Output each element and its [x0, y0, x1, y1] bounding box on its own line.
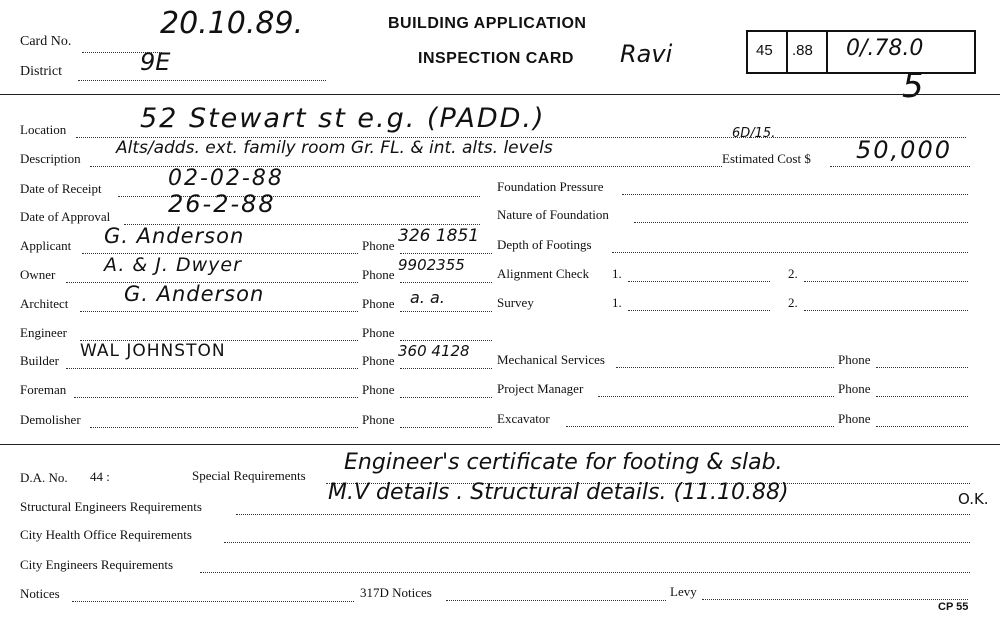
survey-2-line	[804, 310, 968, 311]
notices-317d-label: 317D Notices	[360, 585, 432, 600]
owner-phone-line	[400, 282, 492, 283]
reference-cell-3: 0/.78.0	[846, 36, 924, 61]
survey-1-label: 1.	[612, 295, 622, 310]
excavator-label: Excavator	[497, 411, 550, 426]
demolisher-label: Demolisher	[20, 412, 81, 427]
city-engineers-line	[200, 572, 970, 573]
description-label: Description	[20, 151, 81, 166]
alignment-check-2-line	[804, 281, 968, 282]
builder-phone-label: Phone	[362, 353, 395, 368]
district-line	[78, 80, 326, 81]
architect-label: Architect	[20, 296, 69, 311]
excavator-line	[566, 426, 834, 427]
applicant-phone-value: 326 1851	[398, 226, 480, 246]
location-suffix: 6D/15.	[732, 126, 776, 141]
applicant-phone-line	[400, 253, 492, 254]
excavator-phone-line	[876, 426, 968, 427]
applicant-value: G. Anderson	[104, 224, 245, 248]
structural-ok-note: O.K.	[958, 490, 989, 508]
date-receipt-label: Date of Receipt	[20, 181, 102, 196]
builder-value: WAL JOHNSTON	[80, 341, 226, 361]
demolisher-phone-line	[400, 427, 492, 428]
date-approval-label: Date of Approval	[20, 209, 111, 224]
structural-requirements-line	[236, 514, 970, 515]
district-value: 9E	[140, 48, 171, 76]
project-manager-line	[598, 396, 834, 397]
engineer-label: Engineer	[20, 325, 67, 340]
alignment-check-1-line	[628, 281, 770, 282]
builder-label: Builder	[20, 353, 59, 368]
inspector-name: Ravi	[620, 40, 673, 68]
estimated-cost-line	[830, 166, 970, 167]
notices-line	[72, 601, 354, 602]
location-label: Location	[20, 122, 67, 137]
city-engineers-label: City Engineers Requirements	[20, 557, 174, 572]
owner-label: Owner	[20, 267, 56, 282]
architect-phone-line	[400, 311, 492, 312]
special-requirements-value: Engineer's certificate for footing & slab.	[344, 450, 783, 475]
city-health-label: City Health Office Requirements	[20, 527, 192, 542]
form-code: CP 55	[938, 601, 969, 613]
mechanical-phone-line	[876, 367, 968, 368]
mechanical-phone-label: Phone	[838, 352, 871, 367]
project-manager-label: Project Manager	[497, 381, 584, 396]
excavator-phone-label: Phone	[838, 411, 871, 426]
notices-label: Notices	[20, 586, 60, 601]
mechanical-label: Mechanical Services	[497, 352, 605, 367]
date-approval-value: 26-2-88	[168, 190, 276, 218]
owner-phone-label: Phone	[362, 267, 395, 282]
reference-mark: 5	[902, 66, 924, 106]
alignment-check-label: Alignment Check	[497, 266, 590, 281]
description-value: Alts/adds. ext. family room Gr. FL. & int. alts. levels	[116, 138, 553, 158]
survey-2-label: 2.	[788, 295, 798, 310]
mechanical-line	[616, 367, 834, 368]
notices-317d-line	[446, 600, 666, 601]
header-divider	[0, 94, 1000, 95]
estimated-cost-label: Estimated Cost $	[722, 151, 811, 166]
demolisher-phone-label: Phone	[362, 412, 395, 427]
district-label: District	[20, 64, 62, 79]
foundation-pressure-label: Foundation Pressure	[497, 179, 604, 194]
project-manager-phone-label: Phone	[838, 381, 871, 396]
alignment-check-2-label: 2.	[788, 266, 798, 281]
architect-line	[80, 311, 358, 312]
levy-line	[702, 599, 968, 600]
foreman-phone-line	[400, 397, 492, 398]
survey-label: Survey	[497, 295, 534, 310]
card-no-value: 20.10.89.	[160, 6, 304, 41]
structural-requirements-value: M.V details . Structural details. (11.10.88)	[328, 480, 789, 505]
nature-foundation-label: Nature of Foundation	[497, 207, 609, 222]
special-requirements-label: Special Requirements	[192, 468, 306, 483]
form-subtitle: INSPECTION CARD	[418, 50, 574, 67]
builder-phone-line	[400, 368, 492, 369]
demolisher-line	[90, 427, 358, 428]
owner-value: A. & J. Dwyer	[104, 254, 242, 276]
architect-phone-label: Phone	[362, 296, 395, 311]
applicant-label: Applicant	[20, 238, 72, 253]
project-manager-phone-line	[876, 396, 968, 397]
depth-footings-label: Depth of Footings	[497, 237, 592, 252]
card-no-label: Card No.	[20, 34, 72, 49]
form-title: BUILDING APPLICATION	[388, 15, 587, 32]
location-value: 52 Stewart st e.g. (PADD.)	[140, 103, 546, 134]
reference-cell-2: .88	[792, 42, 813, 59]
survey-1-line	[628, 310, 770, 311]
depth-footings-line	[612, 252, 968, 253]
engineer-phone-label: Phone	[362, 325, 395, 340]
foreman-line	[74, 397, 358, 398]
foreman-label: Foreman	[20, 382, 67, 397]
applicant-phone-label: Phone	[362, 238, 395, 253]
architect-phone-value: a. a.	[410, 288, 445, 307]
estimated-cost-value: 50,000	[856, 136, 952, 164]
reference-cell-1: 45	[756, 42, 773, 59]
builder-phone-value: 360 4128	[398, 342, 470, 360]
engineer-phone-line	[400, 340, 492, 341]
city-health-line	[224, 542, 970, 543]
foundation-pressure-line	[622, 194, 968, 195]
nature-foundation-line	[634, 222, 968, 223]
structural-requirements-label: Structural Engineers Requirements	[20, 499, 202, 514]
foreman-phone-label: Phone	[362, 382, 395, 397]
owner-phone-value: 9902355	[398, 256, 465, 274]
da-no-value: 44 :	[90, 469, 110, 484]
reference-box-divider	[786, 30, 788, 72]
reference-box-divider	[826, 30, 828, 72]
architect-value: G. Anderson	[124, 282, 265, 306]
da-no-label: D.A. No.	[20, 470, 68, 485]
requirements-divider	[0, 444, 1000, 445]
date-receipt-value: 02-02-88	[168, 166, 284, 191]
alignment-check-1-label: 1.	[612, 266, 622, 281]
builder-line	[66, 368, 358, 369]
levy-label: Levy	[670, 584, 697, 599]
